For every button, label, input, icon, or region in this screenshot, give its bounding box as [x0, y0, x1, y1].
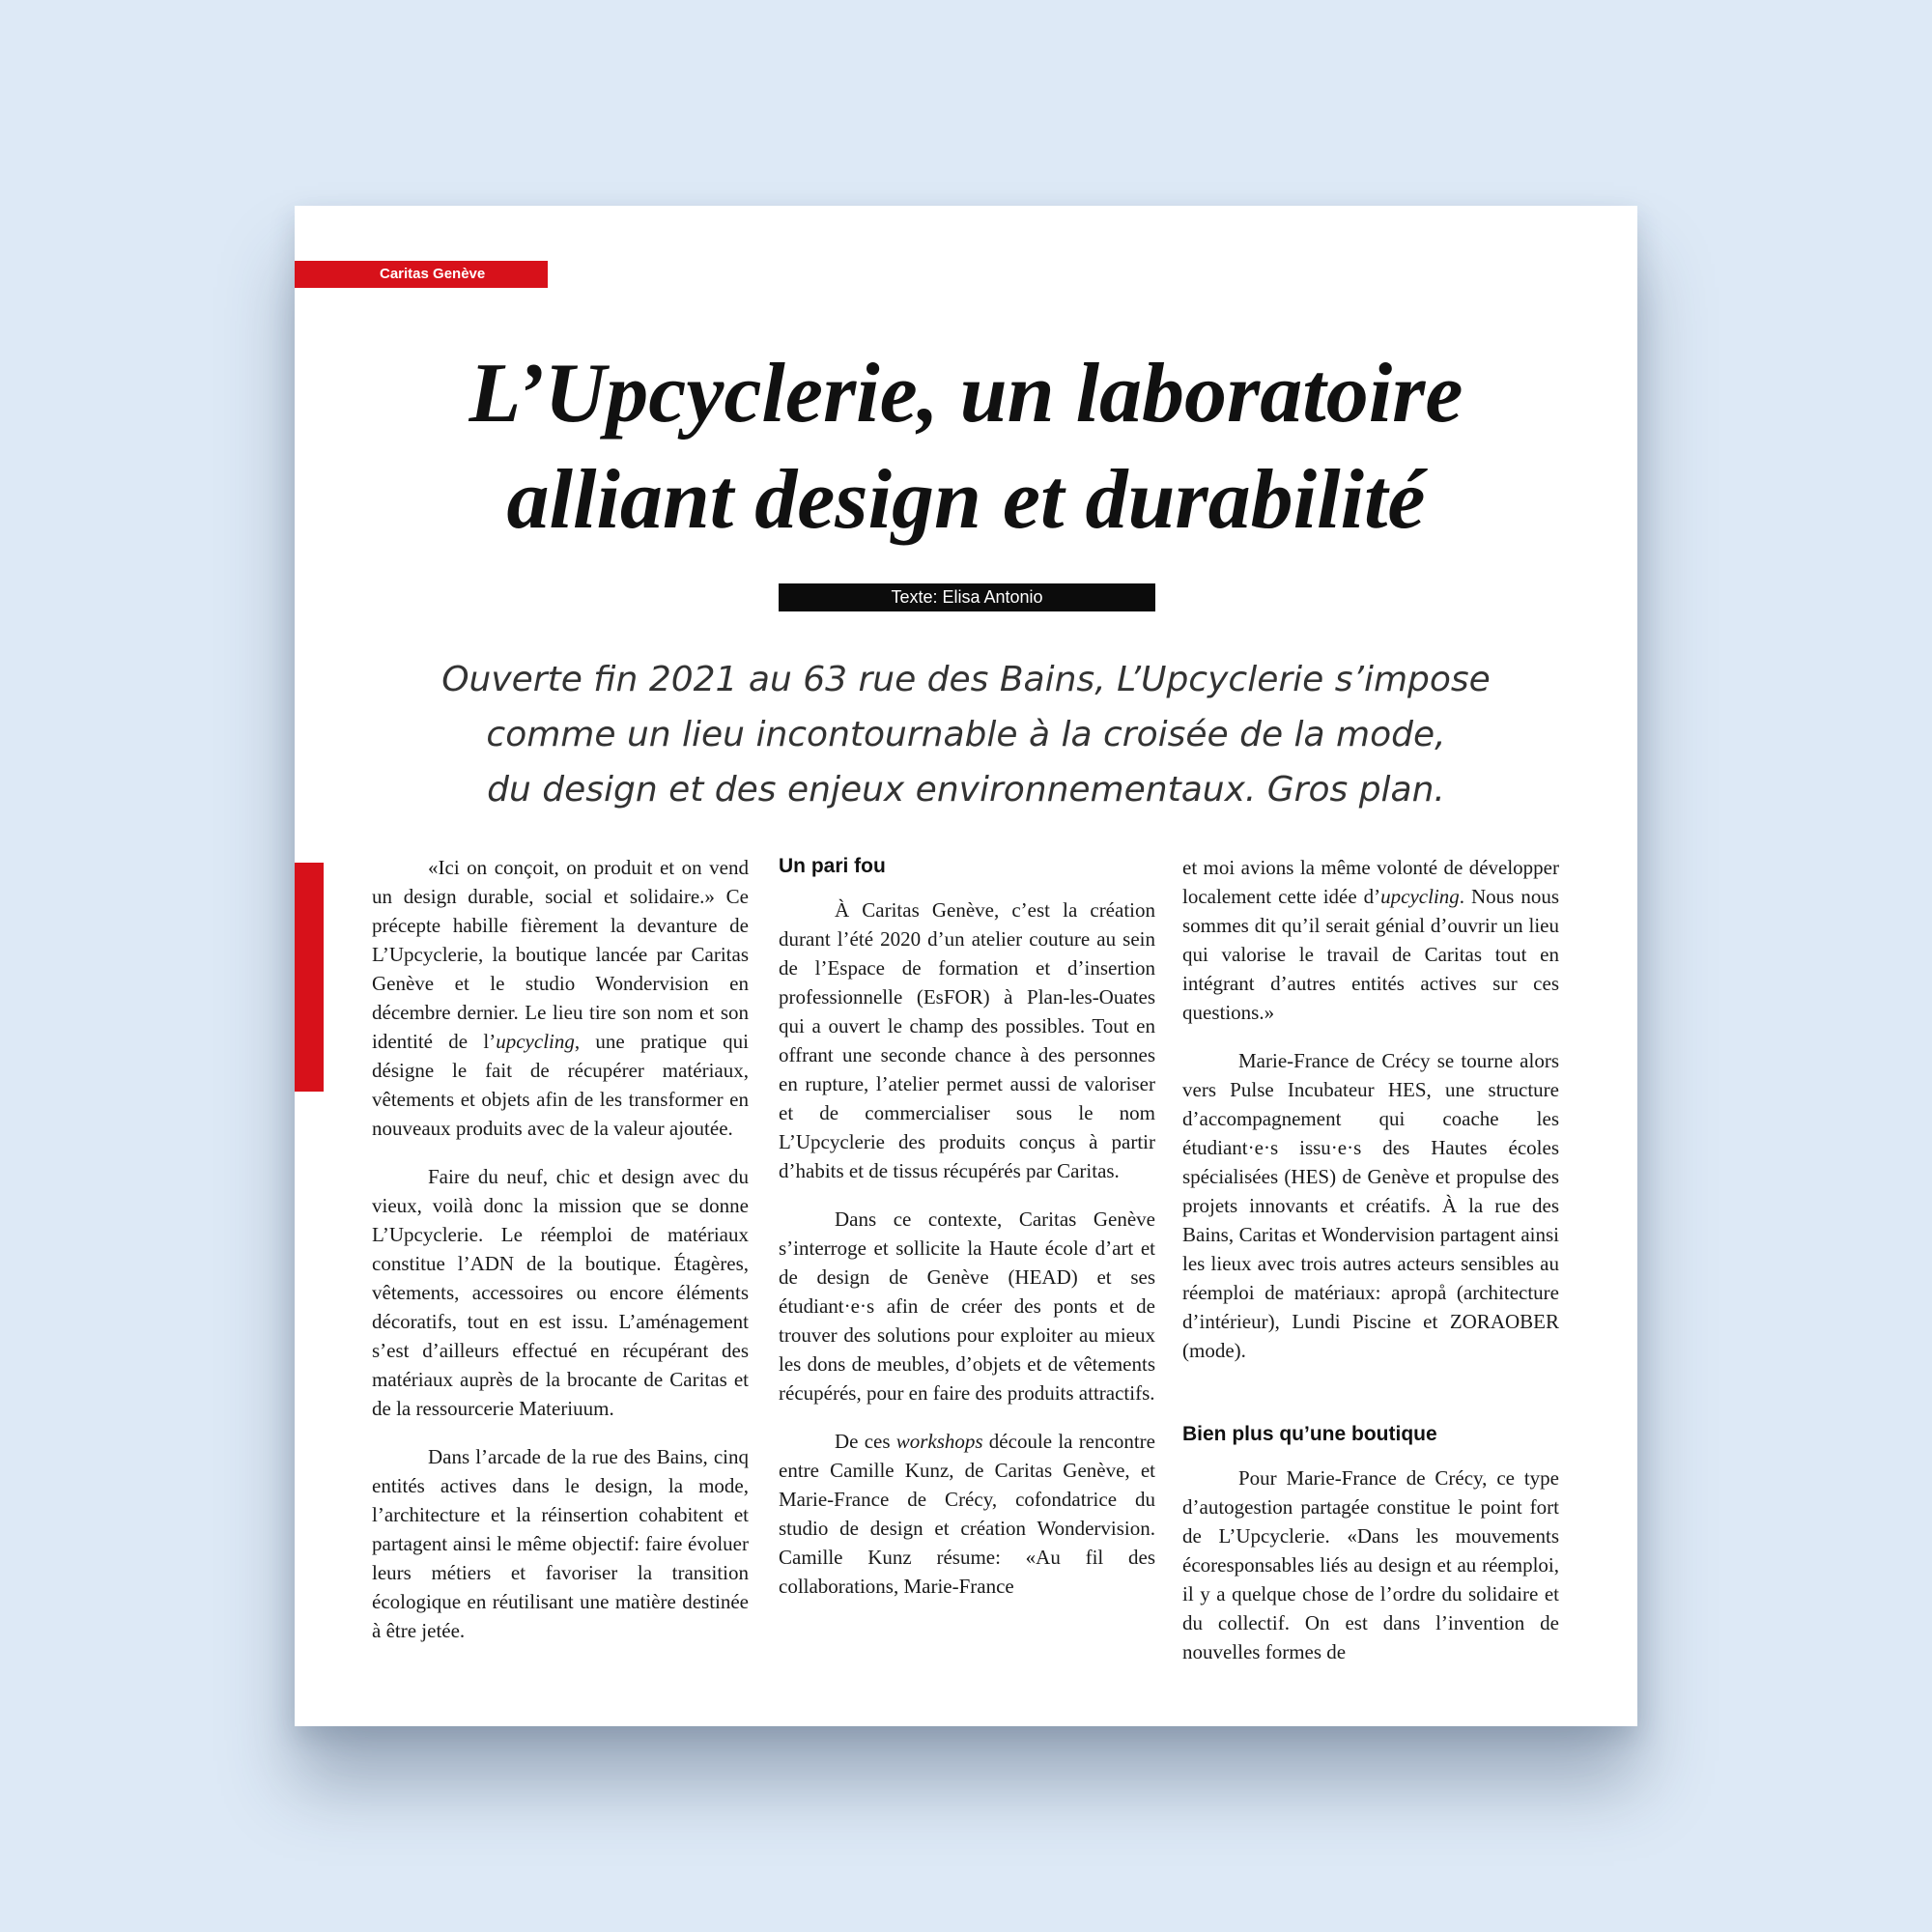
body-paragraph — [779, 1427, 1155, 1601]
subheading: Bien plus qu’une boutique — [1182, 1423, 1437, 1445]
headline — [295, 341, 1637, 554]
emphasis-text: upcycling — [1380, 885, 1460, 908]
emphasis-text: upcycling — [496, 1030, 575, 1053]
body-paragraph — [372, 853, 749, 1143]
body-paragraph: Pour Marie-France de Crécy, ce type d’autogestion partagée constitue le point fort de L’Upcyclerie. «Dans les mouvements écoresponsables liés au design et au réemploi, il y a quelque chose de l’ordre du solidaire et du collectif. On est dans l’invention de nouvelles formes de — [1182, 1466, 1559, 1663]
text-run: découle la rencontre entre Camille Kunz, de Caritas Genève, et Marie-France de Crécy, cofondatrice du studio de design et création Wondervision. Camille Kunz résume: «Au fil des collaborations, Marie-France — [779, 1430, 1155, 1598]
lead-line-3: du design et des enjeux environnementaux. Gros plan. — [487, 770, 1445, 810]
body-paragraph: Dans l’arcade de la rue des Bains, cinq entités actives dans le design, la mode, l’architecture et la réinsertion cohabitent et partagent ainsi le même objectif: faire évoluer leurs métiers et favoriser la transition écologique en réutilisant une matière destinée à être jetée. — [372, 1445, 749, 1642]
article-column-1 — [372, 853, 749, 1664]
magazine-page — [295, 206, 1637, 1726]
emphasis-text: workshops — [895, 1430, 983, 1453]
headline-line-2: alliant design et durabilité — [506, 453, 1426, 547]
lead-line-1: Ouverte fin 2021 au 63 rue des Bains, L’Upcyclerie s’impose — [441, 660, 1491, 699]
text-run: et moi avions la même volonté de développer localement cette idée d’ — [1182, 856, 1559, 908]
body-paragraph: Marie-France de Crécy se tourne alors vers Pulse Incubateur HES, une structure d’accompagnement qui coache les étudiant·e·s issu·e·s des Hautes écoles spécialisées (HES) de Genève et propulse des projets innovants et créatifs. À la rue des Bains, Caritas et Wondervision partagent ainsi les lieux avec trois autres acteurs sensibles au réemploi de matériaux: apropå (architecture d’intérieur), Lundi Piscine et ZORAOBER (mode). — [1182, 1049, 1559, 1362]
subheading: Un pari fou — [779, 855, 886, 877]
body-paragraph: Dans ce contexte, Caritas Genève s’interroge et sollicite la Haute école d’art et de design de Genève (HEAD) et ses étudiant·e·s afin de créer des ponts et de trouver des solutions pour exploiter au mieux les dons de meubles, d’objets et de vêtements récupérés, pour en faire des produits attractifs. — [779, 1208, 1155, 1405]
text-run: «Ici on conçoit, on produit et on vend un design durable, social et solidaire.» Ce précepte habille fièrement la devanture de L’Upcyclerie, la boutique lancée par Caritas Genève et le studio Wondervision en décembre dernier. Le lieu tire son nom et son identité de l’ — [372, 856, 749, 1053]
body-paragraph: Faire du neuf, chic et design avec du vieux, voilà donc la mission que se donne L’Upcyclerie. Le réemploi de matériaux constitue l’ADN de la boutique. Étagères, vêtements, accessoires ou encore éléments décoratifs, tout en est issu. L’aménagement s’est d’ailleurs effectué en récupérant des matériaux auprès de la brocante de Caritas et de la ressourcerie Materiuum. — [372, 1165, 749, 1420]
headline-line-1: L’Upcyclerie, un laboratoire — [469, 347, 1463, 440]
byline: Texte: Elisa Antonio — [779, 583, 1155, 611]
text-run: . Nous nous sommes dit qu’il serait génial d’ouvrir un lieu qui valorise le travail de Caritas tout en intégrant d’autres entités actives sur ces questions.» — [1182, 885, 1559, 1024]
article-column-3 — [1182, 853, 1559, 1686]
lead-line-2: comme un lieu incontournable à la croisée de la mode, — [486, 715, 1446, 754]
section-tag: Caritas Genève — [295, 261, 548, 288]
body-paragraph — [1182, 853, 1559, 1027]
lead-paragraph — [295, 652, 1637, 817]
text-run: De ces — [835, 1430, 896, 1453]
text-run: , une pratique qui désigne le fait de récupérer matériaux, vêtements et objets afin de les transformer en nouveaux produits avec de la valeur ajoutée. — [372, 1030, 749, 1140]
body-paragraph: À Caritas Genève, c’est la création durant l’été 2020 d’un atelier couture au sein de l’Espace de formation et d’insertion professionnelle (EsFOR) à Plan-les-Ouates qui a ouvert le champ des possibles. Tout en offrant une seconde chance à des personnes en rupture, l’atelier permet aussi de valoriser et de commercialiser sous le nom L’Upcyclerie des produits conçus à partir d’habits et de tissus récupérés par Caritas. — [779, 898, 1155, 1182]
accent-bar — [295, 863, 324, 1092]
article-column-2 — [779, 853, 1155, 1620]
